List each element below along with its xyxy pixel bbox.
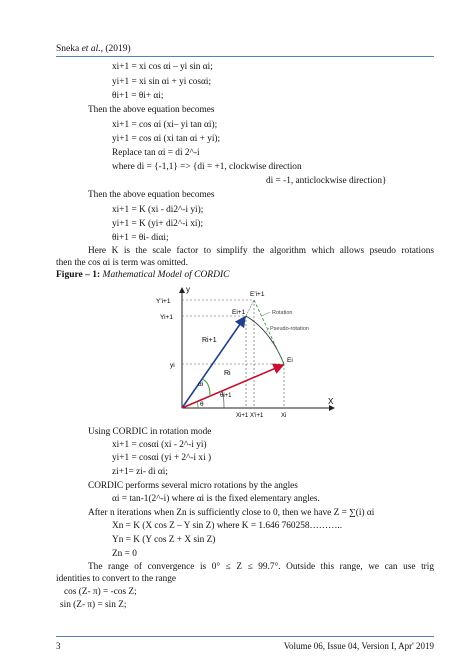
rotation-leader bbox=[262, 312, 270, 316]
paragraph-line: then the cos αi is term was omitted. bbox=[56, 258, 188, 268]
pseudo-rotation-label: Pseudo-rotation bbox=[270, 326, 309, 332]
volume-info: Volume 06, Issue 04, Version I, Apr' 2019 bbox=[283, 641, 434, 651]
paragraph-line: The range of convergence is 0° ≤ Z ≤ 99.7°. Outside this range, we can use trig bbox=[88, 562, 434, 572]
equation-line: zi+1= zi- di αi; bbox=[112, 467, 168, 477]
theta-arc bbox=[196, 402, 198, 408]
equation-line: di = -1, anticlockwise direction} bbox=[266, 176, 387, 186]
e-i1-prime-label: E'i+1 bbox=[250, 291, 265, 298]
equation-line: Replace tan αi = di 2^-i bbox=[112, 148, 200, 158]
scale-line bbox=[246, 300, 254, 316]
header-etal: et al., bbox=[81, 44, 103, 54]
paragraph-line: Here K is the scale factor to simplify the algorithm which allows pseudo rotations bbox=[88, 246, 434, 256]
body-text: Using CORDIC in rotation mode bbox=[88, 427, 212, 437]
theta-label: θ bbox=[200, 401, 204, 408]
equation-line: yi+1 = K (yi+ di2^-i xi); bbox=[112, 219, 204, 229]
equation-line: xi+1 = cosαi (xi - 2^-i yi) bbox=[112, 440, 207, 450]
e-i1-label: Ei+1 bbox=[232, 309, 246, 316]
header-year: (2019) bbox=[105, 44, 131, 54]
equation-line: θi+1 = θi- diαi; bbox=[112, 233, 169, 243]
figure-title: Mathematical Model of CORDIC bbox=[102, 270, 230, 280]
equation-line: sin (Z- π) = sin Z; bbox=[60, 600, 127, 610]
body-text: CORDIC performs several micro rotations by the angles bbox=[88, 481, 298, 491]
body-text: Then the above equation becomes bbox=[88, 190, 215, 200]
body-text: Then the above equation becomes bbox=[88, 105, 215, 115]
equation-line: Yn = K (Y cos Z + X sin Z) bbox=[112, 535, 216, 545]
equation-line: Xn = K (X cos Z – Y sin Z) where K = 1.646 760258……….. bbox=[112, 521, 343, 531]
equation-line: yi+1 = cosαi (yi + 2^-i xi ) bbox=[112, 453, 212, 463]
x-i1-label: Xi+1 bbox=[236, 413, 249, 419]
equation-line: where di = {-1,1} => {di = +1, clockwise direction bbox=[112, 162, 302, 172]
equation-line: xi+1 = K (xi - di2^-i yi); bbox=[112, 205, 204, 215]
alpha-label: αi bbox=[198, 381, 204, 388]
e-i-label: Ei bbox=[287, 357, 293, 364]
cordic-diagram bbox=[152, 282, 342, 422]
r-i-label: Ri bbox=[224, 370, 231, 377]
equation-line: cos (Z- π) = -cos Z; bbox=[64, 587, 137, 597]
header-rule bbox=[56, 56, 434, 57]
y-i1-label: Yi+1 bbox=[160, 314, 173, 321]
y-axis-label: y bbox=[186, 285, 190, 294]
y-i-label: yi bbox=[170, 362, 175, 369]
y-i1-prime-label: Y'i+1 bbox=[156, 298, 171, 305]
x-axis-label: X bbox=[328, 397, 334, 406]
figure-label: Figure – 1: bbox=[56, 270, 101, 280]
x-i-label: Xi bbox=[281, 413, 287, 419]
equation-line: xi+1 = cos αi (xi– yi tan αi); bbox=[112, 120, 218, 130]
x-i1-prime-label: X'i+1 bbox=[250, 413, 264, 419]
equation-line: θi+1 = θi+ αi; bbox=[112, 91, 164, 101]
body-text: After n iterations when Zn is sufficiently close to 0, then we have Z = ∑(i) αi bbox=[88, 508, 375, 518]
equation-line: yi+1 = cos αi (xi tan αi + yi); bbox=[112, 134, 221, 144]
r-i1-label: Ri+1 bbox=[202, 337, 217, 344]
footer-rule bbox=[56, 636, 434, 637]
paragraph-line: identities to convert to the range bbox=[56, 574, 177, 584]
equation-line: Zn = 0 bbox=[112, 549, 137, 559]
body-text: αi = tan-1(2^-i) where αi is the fixed elementary angles. bbox=[112, 494, 320, 504]
equation-line: yi+1 = xi sin αi + yi cosαi; bbox=[112, 77, 212, 87]
equation-line: xi+1 = xi cos αi – yi sin αi; bbox=[112, 62, 213, 72]
page-number: 3 bbox=[56, 641, 61, 651]
header-authors: Sneka bbox=[56, 44, 80, 54]
running-header bbox=[56, 44, 131, 54]
rotation-label: Rotation bbox=[272, 310, 293, 316]
figure-caption bbox=[56, 270, 229, 280]
theta-i1-label: θi+1 bbox=[220, 393, 232, 399]
